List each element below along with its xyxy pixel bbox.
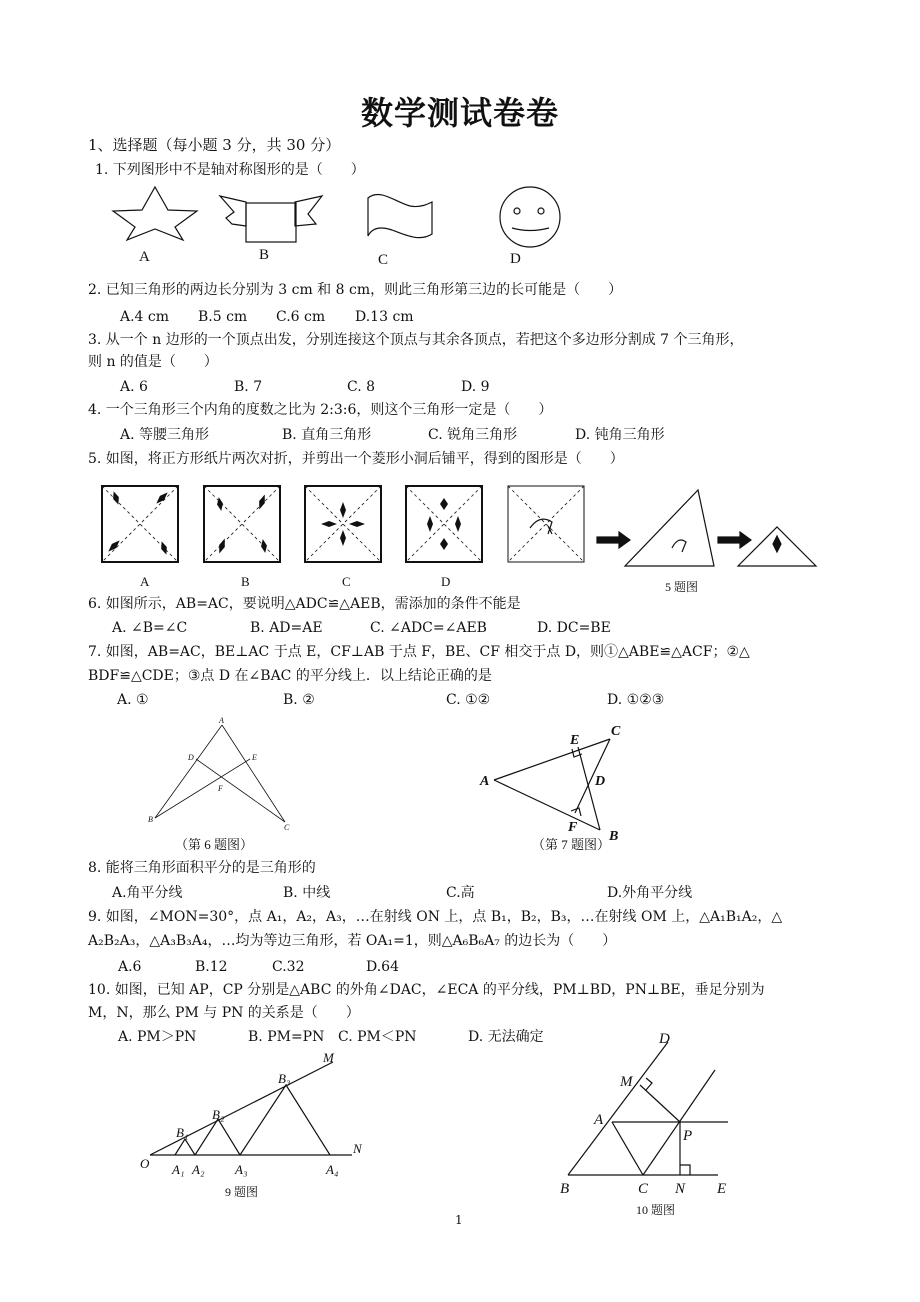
q10-option-b: B. PM=PN: [248, 1029, 325, 1045]
q8-option-b: B. 中线: [283, 885, 331, 901]
question-7-line2: BDF≌△CDE；③点 D 在∠BAC 的平分线上．以上结论正确的是: [88, 668, 492, 684]
diamond-hole: [159, 540, 169, 555]
q7-point-f: F: [568, 820, 578, 835]
q7-option-c: C. ①②: [446, 692, 491, 708]
q9-point-b3: B₃: [278, 1071, 291, 1086]
diamond-hole: [106, 538, 122, 554]
q10-point-p: P: [683, 1128, 693, 1144]
q1-figure-flag: [368, 194, 432, 237]
q9-point-m: M: [323, 1050, 334, 1065]
q8-option-d: D.外角平分线: [607, 885, 693, 901]
diamond-hole: [349, 521, 365, 527]
q1-label-a: A: [139, 249, 150, 265]
question-4: 4. 一个三角形三个内角的度数之比为 2:3:6，则这个三角形一定是（ ）: [88, 402, 553, 418]
page-number: 1: [455, 1213, 463, 1227]
question-1: 1. 下列图形中不是轴对称图形的是（ ）: [95, 162, 365, 178]
q10-point-b: B: [560, 1181, 570, 1197]
q6-point-a: A: [219, 716, 224, 725]
q9-point-a2: A₂: [192, 1162, 205, 1177]
section-heading: 1、选择题（每小题 3 分，共 30 分）: [88, 136, 341, 154]
q9-point-a3: A₃: [235, 1162, 248, 1177]
diamond-hole: [427, 516, 433, 532]
diamond-hole: [340, 530, 346, 546]
q4-option-b: B. 直角三角形: [282, 427, 372, 443]
q7-figure: [494, 739, 610, 830]
q10-figure: [568, 1042, 728, 1175]
question-7-line1: 7. 如图，AB=AC，BE⊥AC 于点 E，CF⊥AB 于点 F，BE、CF 相交于点 D，则①△ABE≌△ACF；②△: [88, 644, 750, 660]
diamond-hole: [216, 537, 227, 554]
q7-option-b: B. ②: [283, 692, 315, 708]
q7-point-e: E: [570, 733, 580, 748]
q6-caption: （第 6 题图）: [175, 837, 254, 852]
diamond-hole: [455, 516, 461, 532]
q5-label-a: A: [140, 574, 150, 589]
q9-figure: [150, 1062, 352, 1155]
q3-option-b: B. 7: [234, 379, 263, 395]
q5-label-d: D: [441, 574, 451, 589]
diamond-hole: [440, 538, 448, 550]
q6-option-c: C. ∠ADC=∠AEB: [370, 620, 487, 636]
q6-point-b: B: [148, 815, 153, 824]
q6-figure: [155, 725, 285, 822]
q5-caption: 5 题图: [665, 580, 699, 594]
q5-label-b: B: [241, 574, 250, 589]
q10-point-n: N: [675, 1181, 686, 1197]
q9-option-b: B.12: [195, 959, 228, 975]
q7-point-c: C: [611, 724, 621, 739]
q7-point-b: B: [609, 829, 619, 844]
q10-point-c: C: [638, 1181, 649, 1197]
q3-option-d: D. 9: [461, 379, 490, 395]
question-10-line1: 10. 如图，已知 AP，CP 分别是△ABC 的外角∠DAC，∠ECA 的平分线，PM⊥BD，PN⊥BE，垂足分别为: [88, 982, 765, 998]
q2-option-c: C.6 cm: [276, 309, 326, 325]
diamond-hole: [321, 521, 337, 527]
q4-option-a: A. 等腰三角形: [120, 427, 210, 443]
q5-folded-triangle: [625, 490, 714, 566]
q1-figure-smiley: [500, 187, 560, 247]
q8-option-c: C.高: [446, 885, 475, 901]
q9-option-a: A.6: [118, 959, 142, 975]
diamond-hole: [340, 502, 346, 518]
q1-label-c: C: [378, 252, 389, 268]
question-3-line1: 3. 从一个 n 边形的一个顶点出发，分别连接这个顶点与其余各顶点，若把这个多边形分割成 7 个三角形，: [88, 332, 744, 348]
q9-option-d: D.64: [366, 959, 399, 975]
q9-caption: 9 题图: [225, 1185, 259, 1199]
q9-option-c: C.32: [272, 959, 305, 975]
q9-point-b1: B₁: [176, 1125, 189, 1140]
q7-caption: （第 7 题图）: [532, 837, 611, 852]
q4-option-d: D. 钝角三角形: [575, 427, 665, 443]
q6-option-b: B. AD=AE: [250, 620, 323, 636]
q5-label-c: C: [342, 574, 351, 589]
q3-option-c: C. 8: [347, 379, 376, 395]
q10-option-d: D. 无法确定: [468, 1029, 544, 1045]
q10-option-a: A. PM＞PN: [118, 1029, 197, 1045]
q7-option-a: A. ①: [117, 692, 149, 708]
question-10-line2: M，N，那么 PM 与 PN 的关系是（ ）: [88, 1005, 360, 1021]
q10-point-a: A: [594, 1112, 604, 1128]
q9-point-b2: B₂: [212, 1107, 225, 1122]
q6-option-d: D. DC=BE: [537, 620, 611, 636]
q6-point-d: D: [188, 753, 194, 762]
q9-point-a1: A₁: [172, 1162, 185, 1177]
q9-point-o: O: [140, 1156, 150, 1171]
q6-point-e: E: [252, 753, 257, 762]
diamond-hole: [260, 539, 268, 554]
q9-point-a4: A₄: [326, 1162, 339, 1177]
q7-point-a: A: [480, 774, 490, 789]
q10-point-m: M: [620, 1074, 633, 1090]
q4-option-c: C. 锐角三角形: [428, 427, 518, 443]
q2-option-a: A.4 cm: [120, 309, 170, 325]
q9-point-n: N: [353, 1141, 362, 1156]
question-9-line1: 9. 如图，∠MON=30°，点 A₁，A₂，A₃，…在射线 ON 上，点 B₁，B₂，B₃，…在射线 OM 上，△A₁B₁A₂，△: [88, 909, 783, 925]
q10-point-e: E: [717, 1181, 727, 1197]
q7-option-d: D. ①②③: [607, 692, 665, 708]
q1-label-d: D: [510, 251, 521, 267]
q8-option-a: A.角平分线: [112, 885, 183, 901]
q10-point-d: D: [659, 1031, 670, 1047]
question-2: 2. 已知三角形的两边长分别为 3 cm 和 8 cm，则此三角形第三边的长可能是（ ）: [88, 282, 623, 298]
question-8: 8. 能将三角形面积平分的是三角形的: [88, 860, 316, 876]
question-3-line2: 则 n 的值是（ ）: [88, 354, 218, 370]
q5-small-triangle: [738, 527, 816, 566]
q7-point-d: D: [595, 774, 606, 789]
diamond-hole: [440, 498, 448, 510]
q6-option-a: A. ∠B=∠C: [112, 620, 188, 636]
q10-option-c: C. PM＜PN: [338, 1029, 417, 1045]
question-9-line2: A₂B₂A₃，△A₃B₃A₄，…均为等边三角形，若 OA₁=1，则△A₆B₆A₇ 的边长为（ ）: [88, 933, 617, 949]
q6-point-f: F: [218, 784, 223, 793]
q2-option-b: B.5 cm: [198, 309, 248, 325]
q1-figure-star: [113, 187, 197, 240]
page-title: 数学测试卷卷: [360, 94, 559, 132]
diamond-hole: [154, 490, 170, 506]
q3-option-a: A. 6: [120, 379, 148, 395]
q2-option-d: D.13 cm: [355, 309, 414, 325]
q1-figure-ribbon: [220, 196, 322, 242]
q5-option-squares: [102, 486, 584, 562]
q10-caption: 10 题图: [636, 1203, 676, 1217]
q6-point-c: C: [284, 823, 290, 832]
q1-label-b: B: [259, 247, 270, 263]
question-5: 5. 如图，将正方形纸片两次对折，并剪出一个菱形小洞后铺平，得到的图形是（ ）: [88, 451, 624, 467]
question-6: 6. 如图所示，AB=AC，要说明△ADC≌△AEB，需添加的条件不能是: [88, 596, 521, 612]
